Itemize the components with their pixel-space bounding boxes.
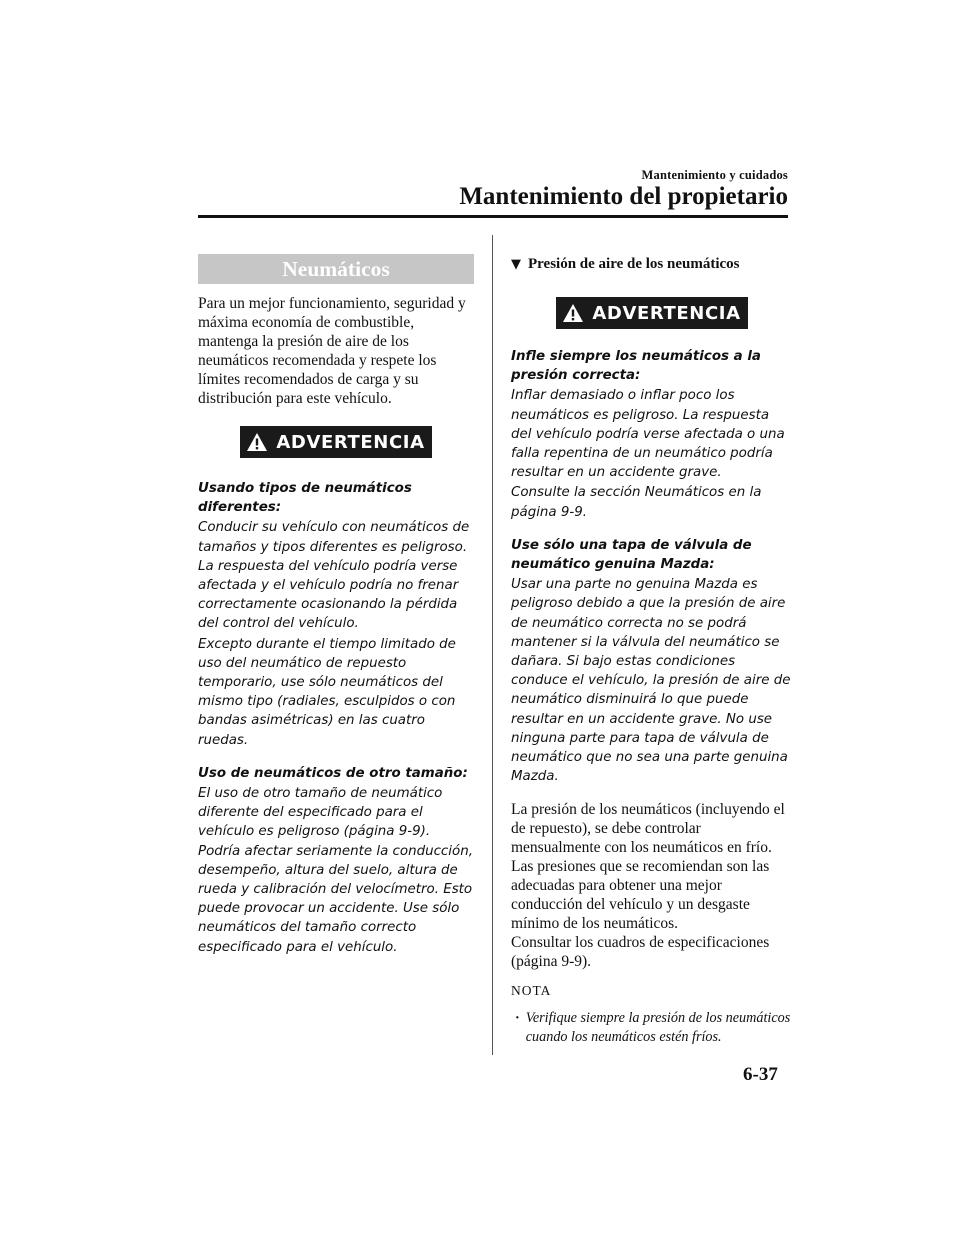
warning-item-text: Conducir su vehículo con neumáticos de tamaños y tipos diferentes es peligroso. La respuesta del vehículo podría verse afectada y el vehículo podría no frenar correctamente ocasionando la pérdida del control del vehículo. <box>198 520 470 632</box>
warning-item-text: Consulte la sección Neumáticos en la página 9-9. <box>511 485 762 520</box>
left-column <box>198 254 474 957</box>
page-number: 6-37 <box>743 1064 778 1085</box>
warning-text-right <box>511 347 793 786</box>
subheading-text: Presión de aire de los neumáticos <box>528 255 740 272</box>
bullet-icon: · <box>515 1010 520 1027</box>
warning-item-title: Uso de neumáticos de otro tamaño: <box>198 765 468 781</box>
right-column <box>511 254 793 1047</box>
warning-label: ADVERTENCIA <box>276 431 425 453</box>
body-paragraph: La presión de los neumáticos (incluyendo el de repuesto), se debe controlar mensualmente con los neumáticos en frío. Las presiones que se recomiendan son las adecuadas para obtener una mejor conducción del vehículo y un desgaste mínimo de los neumáticos. <box>511 801 785 933</box>
warning-item-title: Infle siempre los neumáticos a la presión correcta: <box>511 349 761 384</box>
triangle-down-icon: ▼ <box>511 256 521 272</box>
warning-label: ADVERTENCIA <box>592 302 741 324</box>
warning-item-text: El uso de otro tamaño de neumático diferente del especificado para el vehículo es peligroso (página 9-9). Podría afectar seriamente la conducción, desempeño, altura del suelo, altura de rueda y calibración del velocímetro. Esto puede provocar un accidente. Use sólo neumáticos del tamaño correcto especificado para el vehículo. <box>198 786 473 955</box>
warning-badge-left <box>198 426 474 458</box>
header-title: Mantenimiento del propietario <box>459 183 788 210</box>
warning-item-text: Inflar demasiado o inflar poco los neumáticos es peligroso. La respuesta del vehículo podría verse afectada o una falla repentina de un neumático podría resultar en un accidente grave. <box>511 388 785 481</box>
warning-icon <box>562 303 584 323</box>
column-divider <box>492 235 493 1055</box>
warning-badge <box>556 297 747 329</box>
note-label: NOTA <box>511 983 552 999</box>
warning-badge-right <box>511 297 793 329</box>
header-kicker: Mantenimiento y cuidados <box>641 168 788 182</box>
warning-icon <box>246 432 268 452</box>
header-rule <box>198 215 788 218</box>
warning-badge <box>240 426 431 458</box>
note-item <box>511 1009 793 1047</box>
warning-item-title: Usando tipos de neumáticos diferentes: <box>198 481 412 516</box>
note-text: Verifique siempre la presión de los neumáticos cuando los neumáticos estén fríos. <box>525 1010 791 1046</box>
intro-paragraph: Para un mejor funcionamiento, seguridad y máxima economía de combustible, mantenga la presión de aire de los neumáticos recomendada y respete los límites recomendados de carga y su distribución para este vehículo. <box>198 295 466 407</box>
body-paragraph: Consultar los cuadros de especificaciones (página 9-9). <box>511 934 770 971</box>
warning-item-text: Usar una parte no genuina Mazda es peligroso debido a que la presión de aire de neumático correcta no se podrá mantener si la válvula del neumático se dañara. Si bajo estas condiciones conduce el vehículo, la presión de aire de neumático disminuirá lo que puede resultar en un accidente grave. No use ninguna parte para tapa de válvula de neumático que no sea una parte genuina Mazda. <box>511 577 791 785</box>
warning-item-text: Excepto durante el tiempo limitado de uso del neumático de repuesto temporario, use sólo neumáticos del mismo tipo (radiales, esculpidos o con bandas asimétricas) en las cuatro ruedas. <box>198 636 456 748</box>
subheading <box>511 254 793 274</box>
warning-item-title: Use sólo una tapa de válvula de neumático genuina Mazda: <box>511 537 752 573</box>
section-title: Neumáticos <box>198 254 474 284</box>
warning-text-left <box>198 479 474 957</box>
